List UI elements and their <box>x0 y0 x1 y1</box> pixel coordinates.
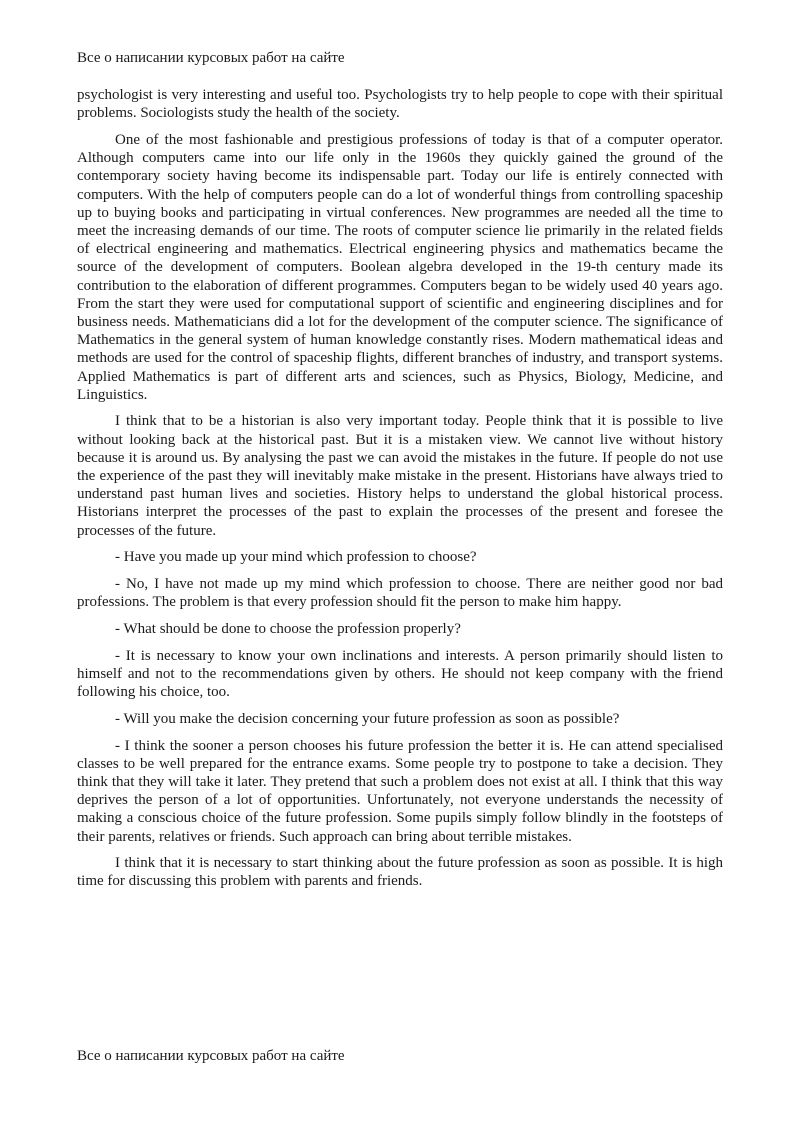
paragraph-psychologist-continuation: psychologist is very interesting and useful too. Psychologists try to help people to cope with their spiritual problems. Sociologists study the health of the society. <box>77 87 723 122</box>
dialogue-question-2: - What should be done to choose the profession properly? <box>115 620 461 637</box>
document-body <box>77 86 723 899</box>
paragraph-conclusion: I think that it is necessary to start thinking about the future profession as soon as possible. It is high time for discussing this problem with parents and friends. <box>77 855 723 890</box>
dialogue-question-3: - Will you make the decision concerning your future profession as soon as possible? <box>115 710 620 727</box>
dialogue-answer-2: - It is necessary to know your own inclinations and interests. A person primarily should listen to himself and not to the recommendations given by others. He should not keep company with the friend following his choice, too. <box>77 647 723 701</box>
paragraph-historian: I think that to be a historian is also very important today. People think that it is possible to live without looking back at the historical past. But it is a mistaken view. We cannot live without history because it is around us. By analysing the past we can avoid the mistakes in the future. If people do not use the experience of the past they will inevitably make mistake in the present. Historians have always tried to understand past human lives and societies. History helps to understand the global historical process. Historians interpret the processes of the past to explain the processes of the present and foresee the processes of the future. <box>77 413 723 539</box>
dialogue-answer-3: - I think the sooner a person chooses his future profession the better it is. He can attend specialised classes to be well prepared for the entrance exams. Some people try to postpone to take a decision. They think that they will take it later. They pretend that such a problem does not exist at all. I think that this way deprives the person of a lot of opportunities. Unfortunately, not everyone understands the necessity of making a conscious choice of the future profession. Some pupils simply follow blindly in the footsteps of their parents, relatives or friends. Such approach can bring about terrible mistakes. <box>77 737 723 845</box>
page-footer: Все о написании курсовых работ на сайте <box>77 1048 345 1064</box>
dialogue-question-1: - Have you made up your mind which profession to choose? <box>115 549 477 566</box>
paragraph-computer-operator: One of the most fashionable and prestigious professions of today is that of a computer operator. Although computers came into our life only in the 1960s they quickly gained the ground of the contemporary society having become its indispensable part. Today our life is entirely connected with computers. With the help of computers people can do a lot of wonderful things from controlling spaceship up to buying books and participating in virtual conferences. New programmes are needed all the time to meet the increasing demands of our time. The roots of computer science lie primarily in the related fields of electrical engineering and mathematics. Electrical engineering physics and mathematics became the source of the development of computers. Boolean algebra developed in the 19-th century made its contribution to the elaboration of different programmes. Computers began to be widely used 40 years ago. From the start they were used for computational support of scientific and engineering disciplines and for business needs. Mathematicians did a lot for the development of the computer science. The significance of Mathematics in the general system of human knowledge constantly rises. Modern mathematical ideas and methods are used for the control of spaceship flights, different branches of industry, and transport systems. Applied Mathematics is part of different arts and sciences, such as Physics, Biology, Medicine, and Linguistics. <box>77 131 723 403</box>
page-header: Все о написании курсовых работ на сайте <box>77 50 345 66</box>
dialogue-answer-1: - No, I have not made up my mind which profession to choose. There are neither good nor bad professions. The problem is that every profession should fit the person to make him happy. <box>77 576 723 611</box>
